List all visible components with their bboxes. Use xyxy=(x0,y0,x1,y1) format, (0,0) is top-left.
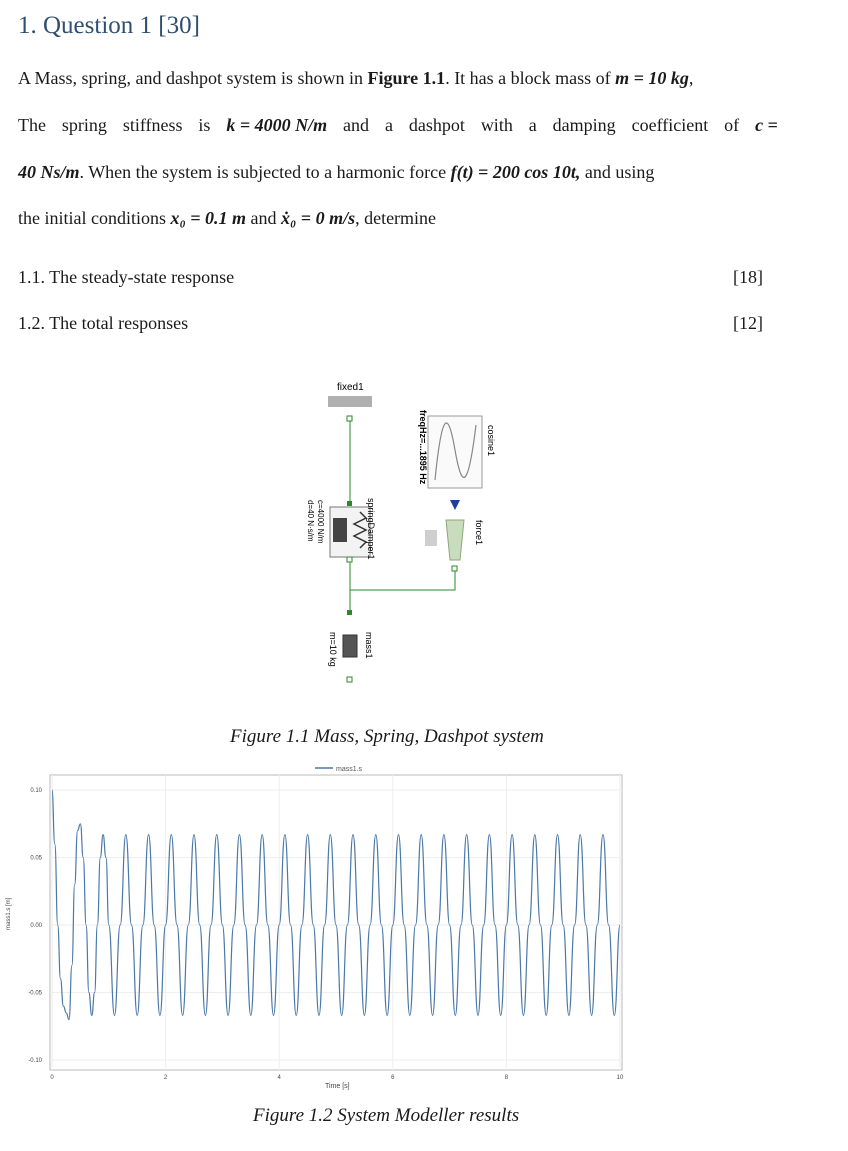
subpart-2-marks: [12] xyxy=(733,313,763,333)
y-tick-label: 0.05 xyxy=(30,855,42,862)
stiffness-value: k = 4000 N/m xyxy=(226,115,328,135)
figure-reference: Figure 1.1 xyxy=(367,68,446,88)
x-tick-label: 8 xyxy=(504,1075,509,1081)
fixed-block xyxy=(328,396,372,407)
y-tick-label: -0.10 xyxy=(28,1058,42,1064)
problem-line-1: A Mass, spring, and dashpot system is shown in Figure 1.1. It has a block mass of m = 10 kg, xyxy=(18,68,694,88)
y-tick-label: 0.00 xyxy=(30,923,42,929)
response-plot xyxy=(0,760,640,1100)
force-port xyxy=(452,566,457,571)
signal-arrow-icon xyxy=(450,500,460,510)
force-support-icon xyxy=(425,530,437,546)
subpart-1: 1.1. The steady-state response [18] xyxy=(18,267,763,287)
system-diagram xyxy=(280,370,520,690)
x-tick-label: 10 xyxy=(616,1075,624,1081)
mass-block xyxy=(343,635,357,657)
problem-line-2: The spring stiffness is k = 4000 N/m and a dashpot with a damping coefficient of c = xyxy=(18,115,778,135)
cosine-param: freqHz=...1895 Hz xyxy=(418,410,428,485)
spring-top-port xyxy=(347,501,352,506)
mass-param: m=10 kg xyxy=(328,632,338,667)
fixed-label: fixed1 xyxy=(337,382,364,393)
spring-param-1: c=4000 N/m xyxy=(316,500,325,544)
link-connector xyxy=(350,562,455,590)
spring-damper-label: springDamper1 xyxy=(366,498,376,560)
mass-label: mass1 xyxy=(364,632,374,659)
cosine-label: cosine1 xyxy=(486,425,496,457)
x-tick-label: 2 xyxy=(163,1075,168,1081)
problem-line-3: 40 Ns/m. When the system is subjected to a harmonic force f(t) = 200 cos 10t, and using xyxy=(18,162,655,182)
damper-icon xyxy=(333,518,347,542)
initial-velocity: ẋ₀ = 0 m/s xyxy=(281,208,356,228)
force-equation: f(t) = 200 cos 10t, xyxy=(450,162,581,182)
y-axis-label: mass1.s [m] xyxy=(6,897,12,930)
figure-2-caption: Figure 1.2 System Modeller results xyxy=(253,1105,520,1126)
y-tick-label: 0.10 xyxy=(30,788,42,794)
spring-param-2: d=40 N·s/m xyxy=(306,500,315,542)
subpart-1-marks: [18] xyxy=(733,267,763,287)
plot-area xyxy=(50,775,622,1070)
question-heading: 1. Question 1 [30] xyxy=(18,12,200,39)
y-ticks xyxy=(28,788,42,1064)
damping-value: 40 Ns/m xyxy=(18,162,80,182)
force-label: force1 xyxy=(474,520,484,546)
initial-displacement: x₀ = 0.1 m xyxy=(170,208,247,228)
x-tick-label: 6 xyxy=(391,1075,395,1081)
x-tick-label: 4 xyxy=(277,1075,281,1081)
mass-value: m = 10 kg xyxy=(615,68,689,88)
subpart-2: 1.2. The total responses [12] xyxy=(18,313,763,333)
y-tick-label: -0.05 xyxy=(28,990,42,997)
mass-bottom-port xyxy=(347,677,352,682)
x-ticks xyxy=(50,1075,624,1081)
x-axis-label: Time [s] xyxy=(325,1083,350,1090)
x-tick-label: 0 xyxy=(50,1075,54,1081)
fixed-port xyxy=(347,416,352,421)
mass-top-port xyxy=(347,610,352,615)
spring-bottom-port xyxy=(347,557,352,562)
force-block xyxy=(446,520,464,560)
figure-1-caption: Figure 1.1 Mass, Spring, Dashpot system xyxy=(230,726,544,747)
legend-label: mass1.s xyxy=(336,766,363,773)
problem-line-4: the initial conditions x₀ = 0.1 m and ẋ₀ = 0 m/s, determine xyxy=(18,208,437,228)
